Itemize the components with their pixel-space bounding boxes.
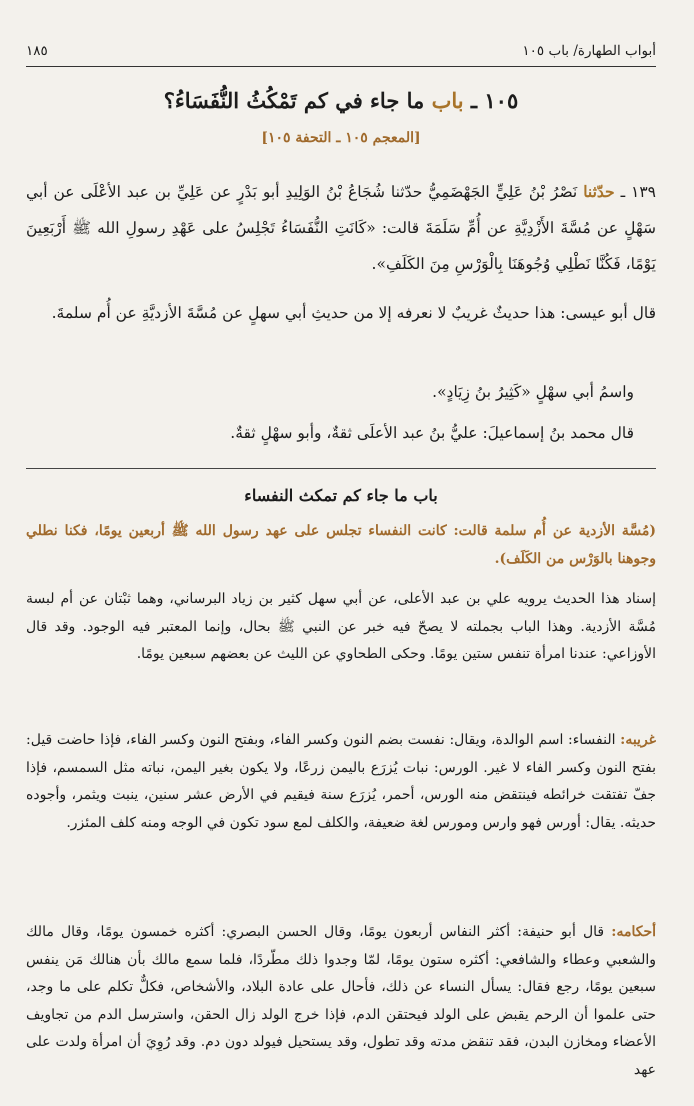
- commentary-isnad-paragraph: إسناد هذا الحديث يرويه علي بن عبد الأعلى، عن أبي سهل كثير بن زياد البرساني، وهما ثبْتان عن أم لبسة مُسَّة الأزدية. وهذا الباب بجملته لا يصحّ فيه خبر عن النبي ﷺ بحال، وإنما المعتبر فيه الوجود. وقد قال الأوزاعي: عندنا امرأة تنفس ستين يومًا. وحكى الطحاوي عن الليث عن بعضهم سبعين يومًا.: [26, 591, 656, 662]
- chapter-title-text: ما جاء في كم تَمْكُثُ النُّفَسَاءُ؟: [163, 88, 425, 113]
- hadith-text: [26, 174, 656, 282]
- chapter-title: [26, 88, 656, 113]
- gharib-label: غريبه:: [620, 732, 656, 748]
- chapter-number: ١٠٥ ـ: [470, 88, 519, 113]
- hadith-body: نَصْرُ بْنُ عَلِيٍّ الجَهْضَمِيُّ حدّثنا شُجَاعُ بْنُ الوَلِيدِ أبو بَدْرٍ عن عَلِيِّ بن عبد الأعْلَى عن أبي سَهْلٍ عن مُسَّةَ الأَزْدِيَّةِ عن أُمِّ سَلَمَةَ قالت: «كَانَتِ النُّفَسَاءُ تَجْلِسُ على عَهْدِ رسولِ الله ﷺ أَرْبَعِينَ يَوْمًا، فَكُنَّا نَطْلِي وُجُوهَنَا بِالْوَرْسِ مِنَ الكَلَفِ».: [26, 183, 656, 273]
- commentary-matn: (مُسَّة الأزدية عن أُم سلمة قالت: كانت النفساء تجلس على عهد رسول الله ﷺ أربعين يومًا، فكنا نطلي وجوهنا بالوَرْس من الكَلَف).: [26, 523, 656, 567]
- hadith-number: ١٣٩ ـ: [620, 183, 657, 201]
- ahkam-label: أحكامه:: [611, 924, 656, 940]
- commentary-divider: [26, 468, 656, 469]
- author-comment-2: واسمُ أبي سهْلٍ «كَثِيرُ بنُ زِيَادٍ».: [432, 383, 634, 401]
- commentary-gharib-paragraph: [26, 727, 656, 837]
- chapter-reference: [المعجم ١٠٥ ـ التحفة ١٠٥]: [261, 130, 421, 146]
- commentary-title: باب ما جاء كم تمكث النفساء: [244, 486, 438, 505]
- page-header: [26, 40, 656, 62]
- author-comment-1: قال أبو عيسى: هذا حديثٌ غريبٌ لا نعرفه إلا من حديثِ أبي سهلٍ عن مُسَّةَ الأزديَّةِ عن أُم سلمةَ.: [51, 304, 656, 322]
- hadith-keyword: حدّثنا: [583, 182, 615, 201]
- page-number: ١٨٥: [26, 43, 48, 59]
- gharib-text: النفساء: اسم الوالدة، ويقال: نفست بضم النون وكسر الفاء، وبفتح النون وكسر الفاء، فإذا حاضت قيل: بفتح النون وكسر الفاء لا غير. الورس: نبات يُزرَع باليمن زرعًا، ولا يكون بغير اليمن، نباته مثل السمسم، فإذا جفّ تفتقت خرائطه فينتقض منه الورس، أحمر، يُزرَع سنة فيقيم في الأرض عشر سنين، ينبت ويثمر، وأجوده حديثه. يقال: أورس فهو وارس ومورس لغة ضعيفة، والكلف لمع سود تكون في الوجه ومنه كلف المئزر.: [26, 732, 656, 831]
- ahkam-text: قال أبو حنيفة: أكثر النفاس أربعون يومًا، وقال الحسن البصري: أكثره خمسون يومًا، وقال مالك والشعبي وعطاء والشافعي: أكثره ستون يومًا، لمّا وجدوا ذلك مطّردًا، فلما سمع مالك بأن هنالك مَن ينفس سبعين يومًا، رجع فقال: يسأل النساء عن ذلك، فأحال على عادة البلاد، والأشخاص، فكلٌّ تكلم على ما وجد، حتى علموا أن الرحم يقبض على الولد فيحتقن الدم، فإذا خرج الولد زال الحقن، واسترسل الدم من تجاويف الأعضاء ومخازن البدن، فقد تنقض مدته وقد تطول، وقد يستحيل فيولد دون دم. وقد رُوِيَ أن امرأة ولدت على عهد: [26, 924, 656, 1078]
- chapter-keyword: باب: [431, 88, 464, 113]
- commentary-ahkam-paragraph: [26, 919, 656, 1084]
- author-comment-3: قال محمد بنُ إسماعيلَ: عليُّ بنُ عبد الأعلَى ثقةٌ، وأبو سهْلٍ ثقةٌ.: [230, 424, 634, 442]
- running-title: أبواب الطهارة/ باب ١٠٥: [522, 43, 656, 59]
- header-rule: [26, 66, 656, 67]
